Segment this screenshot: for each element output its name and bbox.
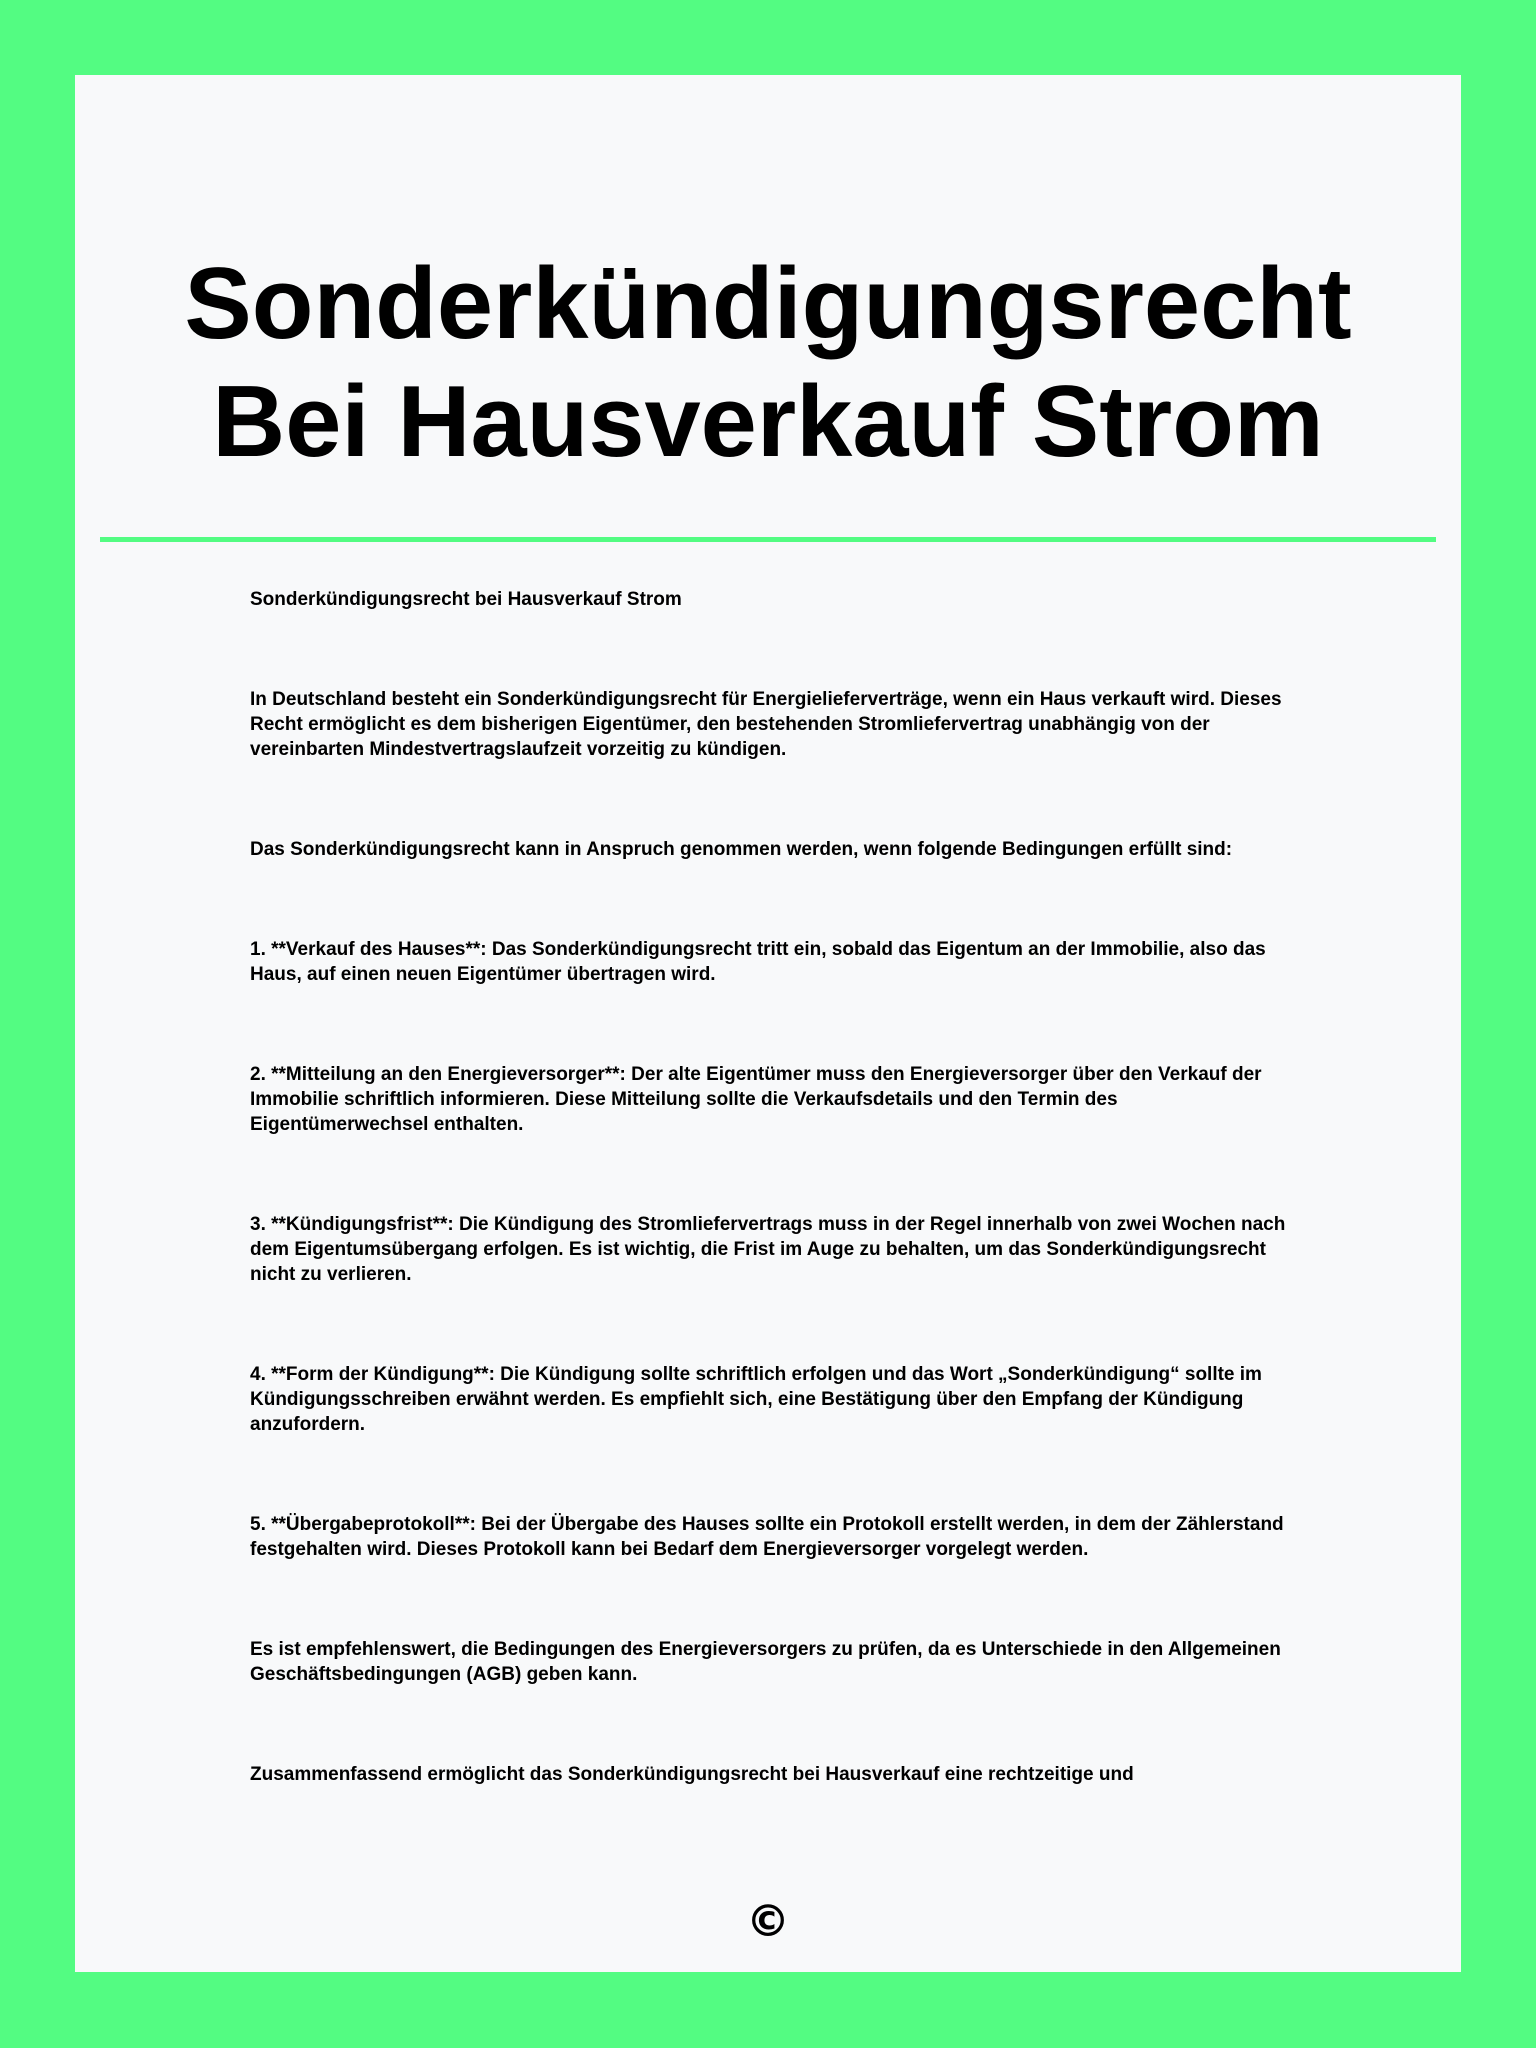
document-body (250, 587, 1300, 1862)
paragraph: Es ist empfehlenswert, die Bedingungen des Energieversorgers zu prüfen, da es Unterschiede in den Allgemeinen Geschäftsbedingungen (AGB) geben kann. (250, 1639, 1281, 1685)
copyright-symbol: © (746, 1896, 790, 1947)
paragraph: 1. **Verkauf des Hauses**: Das Sonderkündigungsrecht tritt ein, sobald das Eigentum an der Immobilie, also das Haus, auf einen neuen Eigentümer übertragen wird. (250, 939, 1266, 985)
paragraph: 5. **Übergabeprotokoll**: Bei der Übergabe des Hauses sollte ein Protokoll erstellt werden, in dem der Zählerstand festgehalten wird. Dieses Protokoll kann bei Bedarf dem Energieversorger vorgelegt werden. (250, 1514, 1284, 1560)
page-title: Sonderkündigungsrecht Bei Hausverkauf Strom (184, 248, 1352, 478)
paragraph: 4. **Form der Kündigung**: Die Kündigung sollte schriftlich erfolgen und das Wort „Sonderkündigung“ sollte im Kündigungsschreiben erwähnt werden. Es empfiehlt sich, eine Bestätigung über den Empfang der Kündigung anzufordern. (250, 1364, 1262, 1435)
paragraph: Zusammenfassend ermöglicht das Sonderkündigungsrecht bei Hausverkauf eine rechtzeitige und (250, 1764, 1134, 1785)
document-page (75, 75, 1461, 1972)
paragraph: 3. **Kündigungsfrist**: Die Kündigung des Stromliefervertrags muss in der Regel innerhalb von zwei Wochen nach dem Eigentumsübergang erfolgen. Es ist wichtig, die Frist im Auge zu behalten, um das Sonderkündigungsrecht nicht zu verlieren. (250, 1214, 1286, 1285)
paragraph: In Deutschland besteht ein Sonderkündigungsrecht für Energielieferverträge, wenn ein Haus verkauft wird. Dieses Recht ermöglicht es dem bisherigen Eigentümer, den bestehenden Stromliefervertrag unabhängig von der vereinbarten Mindestvertragslaufzeit vorzeitig zu kündigen. (250, 689, 1282, 760)
paragraph: 2. **Mitteilung an den Energieversorger**: Der alte Eigentümer muss den Energieversorger über den Verkauf der Immobilie schriftlich informieren. Diese Mitteilung sollte die Verkaufsdetails und den Termin des Eigentümerwechsel enthalten. (250, 1064, 1262, 1135)
title-divider (100, 537, 1436, 542)
paragraph: Sonderkündigungsrecht bei Hausverkauf Strom (250, 589, 682, 610)
paragraph: Das Sonderkündigungsrecht kann in Anspruch genommen werden, wenn folgende Bedingungen erfüllt sind: (250, 839, 1233, 860)
